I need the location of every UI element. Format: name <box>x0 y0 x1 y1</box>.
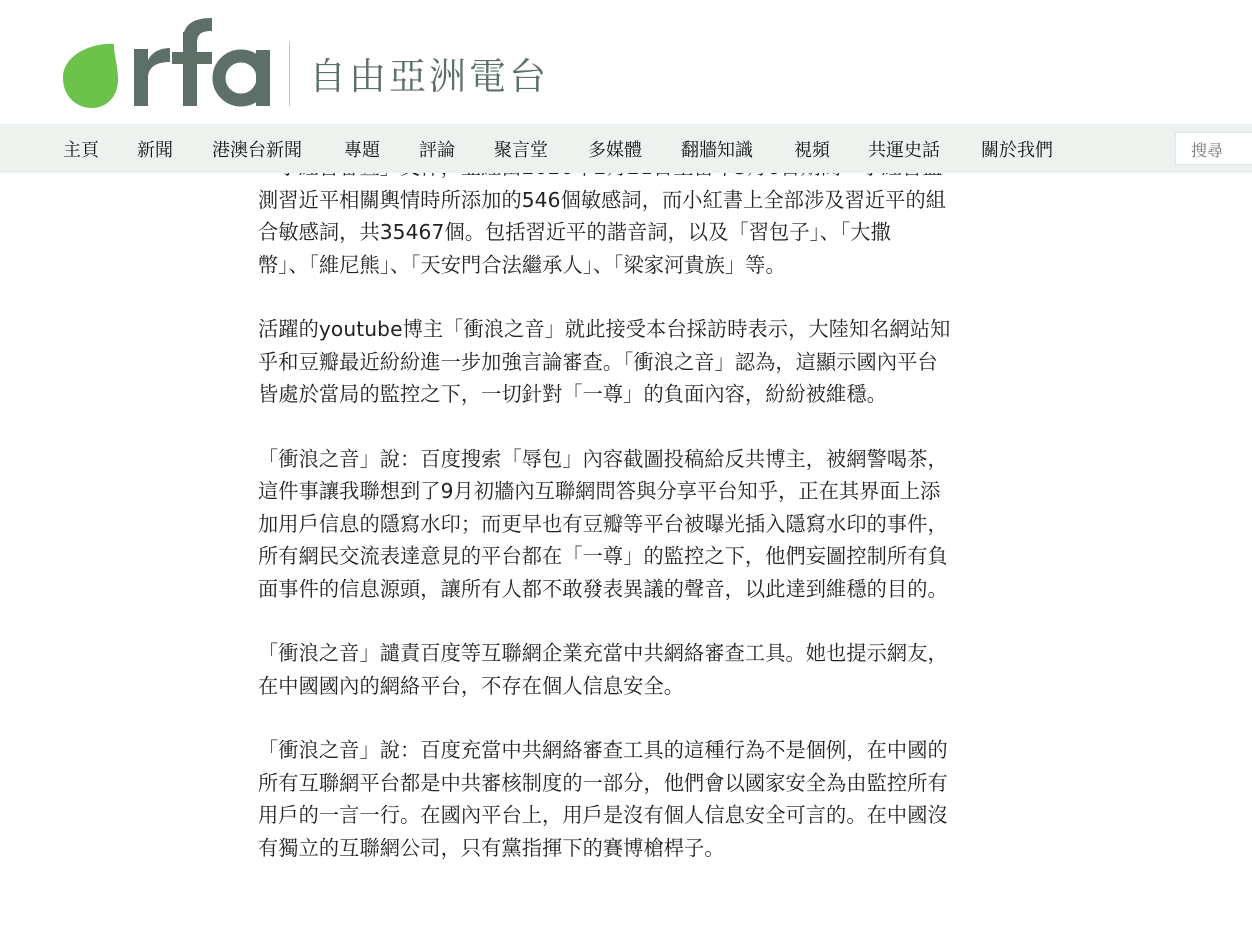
logo-divider <box>289 42 290 106</box>
nav-item-forum[interactable]: 聚言堂 <box>494 140 548 161</box>
nav-item-news[interactable]: 新聞 <box>137 140 173 161</box>
nav-item-hk-macau-taiwan-news[interactable]: 港澳台新聞 <box>212 140 302 161</box>
station-name: 自由亞洲電台 <box>309 55 549 98</box>
nav-item-home[interactable]: 主頁 <box>63 140 99 161</box>
nav-item-commentary[interactable]: 評論 <box>419 140 455 161</box>
rfa-logo-icon <box>62 16 274 108</box>
site-header <box>0 0 1252 124</box>
main-nav <box>0 124 1252 173</box>
nav-item-multimedia[interactable]: 多媒體 <box>588 140 642 161</box>
nav-item-features[interactable]: 專題 <box>344 140 380 161</box>
article-paragraph: 「衝浪之音」說：百度充當中共網絡審查工具的這種行為不是個例，在中國的 所有互聯網平台都是中共審核制度的一部分，他們會以國家安全為由監控所有 用戶的一言一行。在國內平台上，用戶是沒有個人信息安全可言的。在中國沒 有獨立的互聯網公司，只有黨指揮下的賽博槍桿子。 <box>258 738 948 860</box>
nav-item-about-us[interactable]: 關於我們 <box>981 140 1053 161</box>
article-paragraph: 活躍的youtube博主「衝浪之音」就此接受本台採訪時表示，大陸知名網站知 乎和豆瓣最近紛紛進一步加強言論審查。「衝浪之音」認為，這顯示國內平台 皆處於當局的監控之下，一切針對「一尊」的負面內容，紛紛被維穩。 <box>258 317 951 406</box>
nav-item-video[interactable]: 視頻 <box>794 140 830 161</box>
article-paragraph: 「衝浪之音」說：百度搜索「辱包」內容截圖投稿給反共博主，被網警喝茶， 這件事讓我聯想到了9月初牆內互聯網問答與分享平台知乎，正在其界面上添 加用戶信息的隱寫水印；而更早也有豆瓣等平台被曝光插入隱寫水印的事件， 所有網民交流表達意見的平台都在「一尊」的監控之下，他們妄圖控制所有負 面事件的信息源頭，讓所有人都不敢發表異議的聲音，以此達到維穩的目的。 <box>258 446 948 601</box>
search-input[interactable]: 搜尋 <box>1175 132 1252 165</box>
nav-item-circumvention[interactable]: 翻牆知識 <box>681 140 753 161</box>
article-paragraph: 「衝浪之音」譴責百度等互聯網企業充當中共網絡審查工具。她也提示網友， 在中國國內的網絡平台，不存在個人信息安全。 <box>258 641 948 698</box>
article-paragraph: 測習近平相關輿情時所添加的546個敏感詞，而小紅書上全部涉及習近平的組 合敏感詞，共35467個。包括習近平的諧音詞，以及「習包子」、「大撒 幣」、「維尼熊」、「天安門合法繼承人」、「梁家河貴族」等。 <box>258 187 947 277</box>
article-body <box>258 151 1048 896</box>
rfa-logo[interactable] <box>62 16 274 108</box>
nav-item-communist-history[interactable]: 共運史話 <box>868 140 940 161</box>
